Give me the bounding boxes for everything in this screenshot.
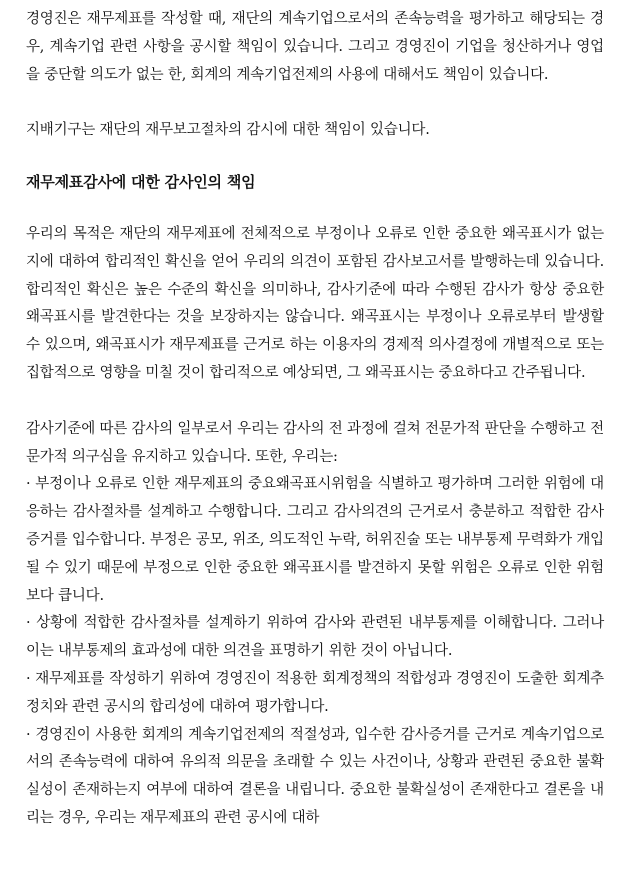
bullet-item-accounting-policies: · 재무제표를 작성하기 위하여 경영진이 적용한 회계정책의 적합성과 경영진이 도출한 회계추정치와 관련 공시의 합리성에 대하여 평가합니다. <box>26 670 604 715</box>
bullet-item-risk-assessment: · 부정이나 오류로 인한 재무제표의 중요왜곡표시위험을 식별하고 평가하며 그러한 위험에 대응하는 감사절차를 설계하고 수행합니다. 그리고 감사의견의 근거로서 충분하고 적합한 감사증거를 입수합니다. 부정은 공모, 위조, 의도적인 누락, 허위진술 또는 내부통제 무력화가 개입될 수 있기 때문에 부정으로 인한 중요한 왜곡표시를 발견하지 못할 위험은 오류로 인한 위험보다 큽니다. <box>26 476 604 604</box>
audit-procedures-intro-paragraph: 감사기준에 따른 감사의 일부로서 우리는 감사의 전 과정에 걸쳐 전문가적 판단을 수행하고 전문가적 의구심을 유지하고 있습니다. 또한, 우리는: <box>26 420 604 465</box>
bullet-item-internal-control: · 상황에 적합한 감사절차를 설계하기 위하여 감사와 관련된 내부통제를 이해합니다. 그러나 이는 내부통제의 효과성에 대한 의견을 표명하기 위한 것이 아닙니다. <box>26 615 604 660</box>
management-responsibility-paragraph: 경영진은 재무제표를 작성할 때, 재단의 계속기업으로서의 존속능력을 평가하고 해당되는 경우, 계속기업 관련 사항을 공시할 책임이 있습니다. 그리고 경영진이 기업을 청산하거나 영업을 중단할 의도가 없는 한, 회계의 계속기업전제의 사용에 대해서도 책임이 있습니다. <box>26 11 604 83</box>
governance-responsibility-paragraph: 지배기구는 재단의 재무보고절차의 감시에 대한 책임이 있습니다. <box>26 122 430 139</box>
auditor-objective-paragraph: 우리의 목적은 재단의 재무제표에 전체적으로 부정이나 오류로 인한 중요한 왜곡표시가 없는지에 대하여 합리적인 확신을 얻어 우리의 의견이 포함된 감사보고서를 발행하는데 있습니다. 합리적인 확신은 높은 수준의 확신을 의미하나, 감사기준에 따라 수행된 감사가 항상 중요한 왜곡표시를 발견한다는 것을 보장하지는 않습니다. 왜곡표시는 부정이나 오류로부터 발생할 수 있으며, 왜곡표시가 재무제표를 근거로 하는 이용자의 경제적 의사결정에 개별적으로 또는 집합적으로 영향을 미칠 것이 합리적으로 예상되면, 그 왜곡표시는 중요하다고 간주됩니다. <box>26 225 604 381</box>
bullet-item-going-concern: · 경영진이 사용한 회계의 계속기업전제의 적절성과, 입수한 감사증거를 근거로 계속기업으로서의 존속능력에 대하여 유의적 의문을 초래할 수 있는 사건이나, 상황과 관련된 중요한 불확실성이 존재하는지 여부에 대하여 결론을 내립니다. 중요한 불확실성이 존재한다고 결론을 내리는 경우, 우리는 재무제표의 관련 공시에 대하 <box>26 726 604 826</box>
section-heading: 재무제표감사에 대한 감사인의 책임 <box>26 173 256 192</box>
document-page <box>26 0 604 833</box>
